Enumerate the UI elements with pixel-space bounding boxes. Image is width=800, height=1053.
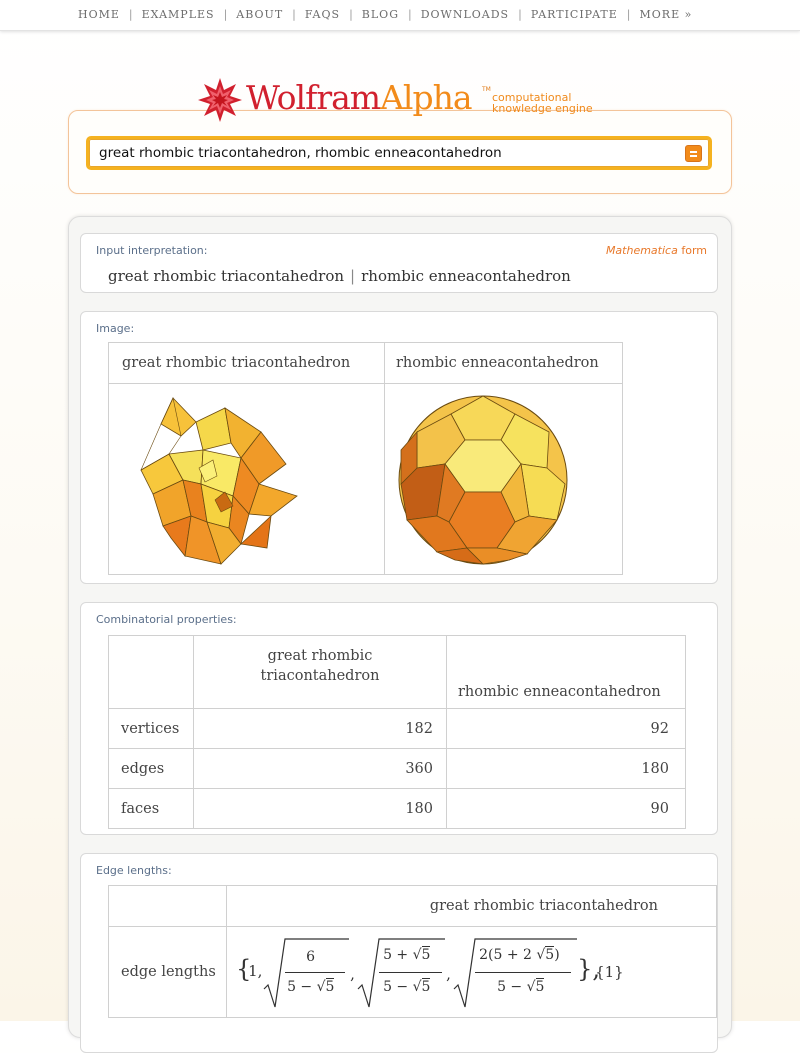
column-header: great rhombic triacontahedron: [109, 343, 385, 384]
pod-combinatorial-properties: [80, 602, 718, 835]
math-term: 1,: [248, 962, 263, 980]
image-cell: [385, 384, 623, 575]
interpretation-item: rhombic enneacontahedron: [361, 267, 571, 285]
corner-cell: [109, 636, 194, 709]
wolfram-alpha-logo[interactable]: [196, 76, 616, 128]
fraction-denominator: 5 − √5: [287, 979, 335, 995]
pod-title: Image:: [96, 322, 135, 335]
value-cell: 92: [447, 709, 686, 749]
nav-more[interactable]: MORE »: [639, 8, 693, 21]
close-brace: },: [577, 955, 600, 983]
logo-tm: TM: [482, 86, 491, 93]
pod-title: Edge lengths:: [96, 864, 172, 877]
edge-lengths-formula: [227, 927, 717, 1018]
row-label: vertices: [109, 709, 194, 749]
top-nav: [0, 0, 800, 31]
value-cell: 180: [194, 789, 447, 829]
pod-image: [80, 311, 718, 584]
nav-separator: |: [407, 8, 412, 21]
top-nav-links: [78, 8, 692, 21]
row-label: edges: [109, 749, 194, 789]
nav-separator: |: [128, 8, 133, 21]
nav-separator: |: [349, 8, 353, 21]
row-label: faces: [109, 789, 194, 829]
column-header: great rhombic triacontahedron: [194, 636, 447, 709]
open-brace: {: [236, 955, 252, 983]
radical-sign-icon: [263, 937, 349, 1009]
value-cell: 360: [194, 749, 447, 789]
fraction-numerator: 2(5 + 2 √5): [479, 947, 560, 963]
value-cell: 90: [447, 789, 686, 829]
nav-downloads[interactable]: DOWNLOADS: [420, 8, 510, 21]
spikey-star-icon: [196, 76, 244, 124]
value-cell: 182: [194, 709, 447, 749]
nav-home[interactable]: HOME: [78, 8, 120, 21]
column-header: rhombic enneacontahedron: [447, 636, 686, 709]
pod-input-interpretation: [80, 233, 718, 293]
fraction-numerator: 6: [306, 949, 315, 965]
pod-title: Input interpretation:: [96, 244, 208, 257]
search-input[interactable]: [86, 136, 712, 170]
math-expression: { 1, 6 5 − √5 , 5 + √5 5 − √5 , 2(5 + 2 √5) 5 − √5 }, {1}: [227, 927, 682, 1017]
nav-separator: |: [223, 8, 228, 21]
mathematica-form-link[interactable]: Mathematica form: [605, 244, 707, 257]
pod-edge-lengths: [80, 853, 718, 1053]
column-header: great rhombic triacontahedron: [227, 886, 717, 927]
nav-participate[interactable]: PARTICIPATE: [530, 8, 618, 21]
interpretation-item: great rhombic triacontahedron: [108, 267, 345, 285]
interpretation-separator: |: [350, 267, 356, 285]
nav-separator: |: [626, 8, 631, 21]
fraction-denominator: 5 − √5: [497, 979, 545, 995]
image-table: [108, 342, 623, 575]
nav-separator: |: [518, 8, 522, 21]
pod-title: Combinatorial properties:: [96, 613, 237, 626]
combinatorial-table: [108, 635, 686, 829]
great-rhombic-triacontahedron-image[interactable]: [121, 388, 311, 572]
rhombic-enneacontahedron-image[interactable]: [397, 388, 577, 572]
fraction-numerator: 5 + √5: [383, 947, 431, 963]
nav-about[interactable]: ABOUT: [236, 8, 284, 21]
nav-separator: |: [292, 8, 296, 21]
edge-lengths-table: [108, 885, 717, 1018]
nav-blog[interactable]: BLOG: [361, 8, 399, 21]
logo-tagline: computational knowledge engine: [492, 91, 593, 115]
row-label: edge lengths: [109, 927, 227, 1018]
nav-examples[interactable]: EXAMPLES: [141, 8, 215, 21]
interpretation-text: [108, 267, 571, 285]
corner-cell: [109, 886, 227, 927]
column-header: rhombic enneacontahedron: [385, 343, 623, 384]
nav-faqs[interactable]: FAQS: [304, 8, 341, 21]
value-cell: 180: [447, 749, 686, 789]
image-cell: [109, 384, 385, 575]
logo-wordmark: WolframAlpha: [246, 78, 472, 117]
equals-button[interactable]: [685, 145, 702, 162]
fraction-denominator: 5 − √5: [383, 979, 431, 995]
math-term: {1}: [595, 963, 624, 981]
